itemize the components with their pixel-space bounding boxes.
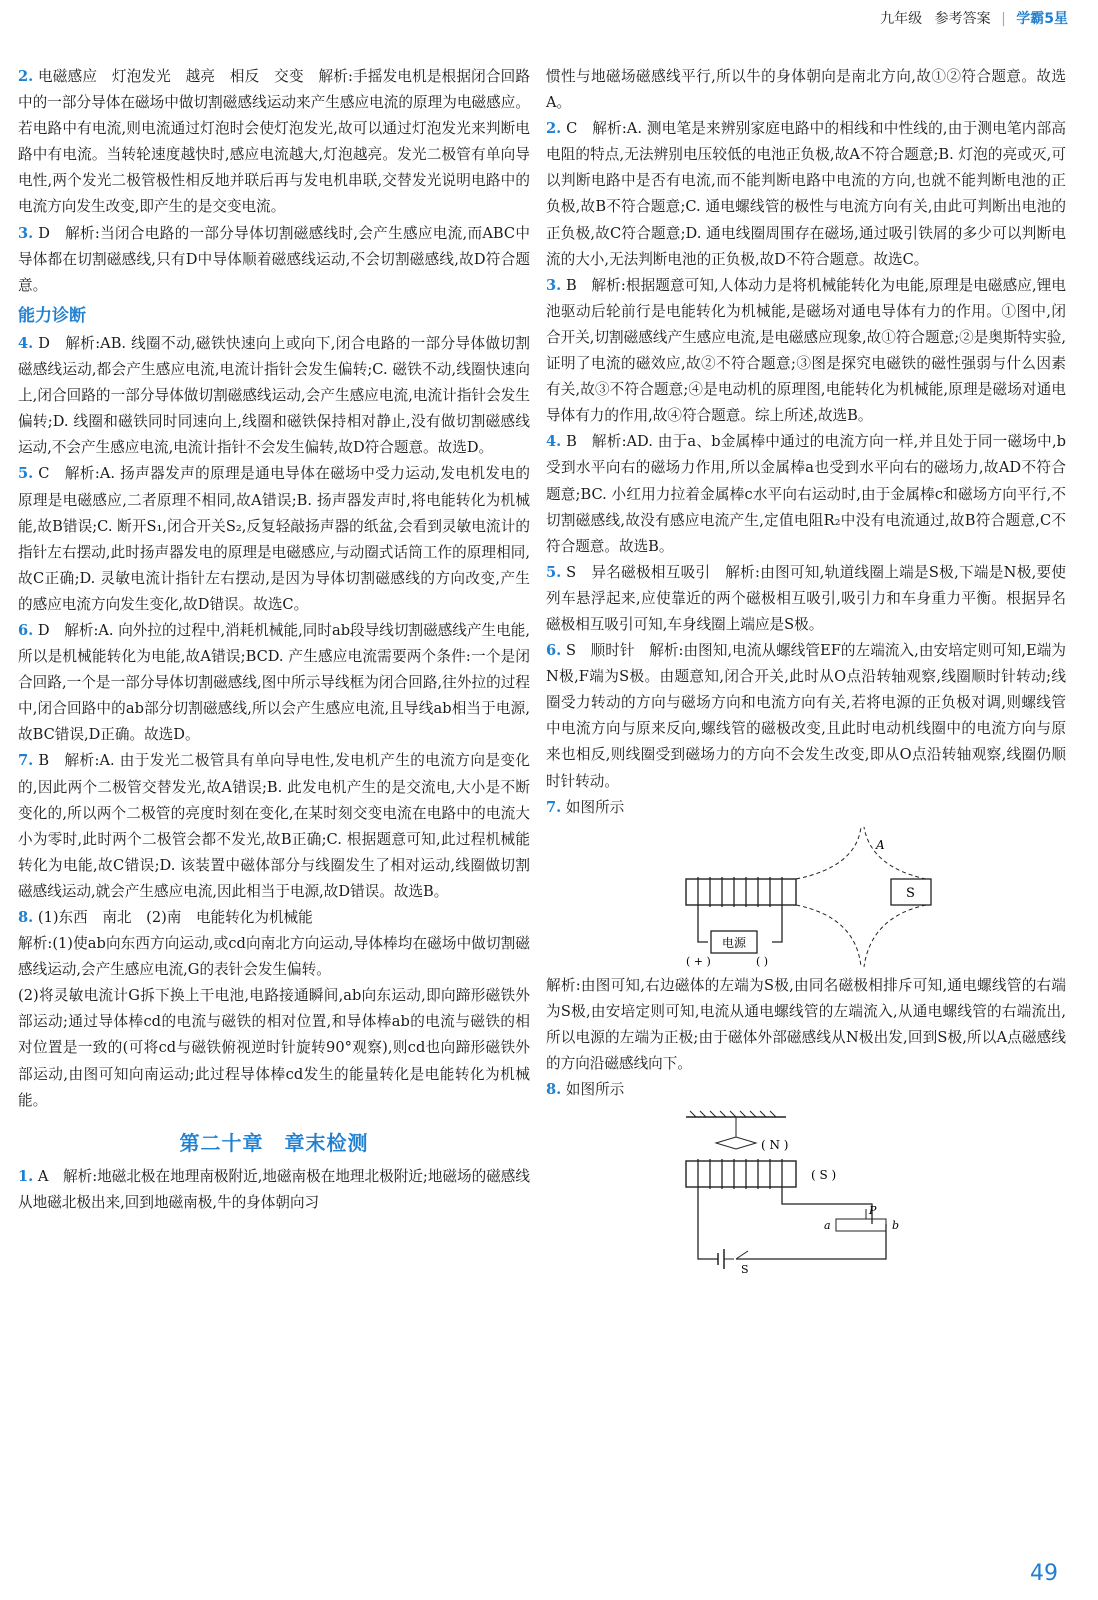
question-number: 2. — [546, 120, 562, 138]
question-number: 6. — [546, 642, 562, 660]
question-number: 6. — [18, 621, 34, 639]
switch-label: S — [741, 1263, 749, 1275]
question-number: 5. — [546, 563, 562, 581]
plus-label: ( + ) — [686, 954, 711, 967]
header-grade: 九年级 — [880, 11, 923, 27]
answer-text: B 解析:根据题意可知,人体动力是将机械能转化为电能,原理是电磁感应,锂电池驱动后轮前行是电能转化为机械能,是磁场对通电导体有力的作用。①图中,闭合开关,切割磁感线产生感应电流,是电磁感应现象,故①符合题意;②是奥斯特实验,证明了电流的磁效应,故②不符合题意;③图是探究电磁铁的磁性强弱与什么因素有关,故③不符合题意;④是电动机的原理图,电能转化为机械能,原理是磁场对通电导体有力的作用,故④符合题意。综上所述,故选B。 — [546, 276, 1066, 425]
point-a-label: A — [876, 837, 885, 852]
answer-paragraph — [546, 116, 1066, 273]
answer-text: S 异名磁极相互吸引 解析:由图可知,轨道线圈上端是S极,下端是N极,要使列车悬浮起来,应使靠近的两个磁极相互吸引,吸引力和车身重力平衡。根据异名磁极相互吸引可知,车身线圈上端应是S极。 — [546, 563, 1066, 633]
section-heading: 能力诊断 — [18, 305, 86, 326]
answer-paragraph — [546, 273, 1066, 430]
answer-paragraph — [546, 795, 1066, 821]
answer-paragraph — [18, 983, 530, 1113]
b-label: b — [892, 1219, 900, 1233]
a-label: a — [824, 1219, 831, 1233]
solenoid-core — [686, 879, 796, 905]
answer-paragraph — [18, 331, 530, 461]
header-type: 参考答案 — [934, 11, 991, 27]
s-pole-label: ( S ) — [811, 1168, 837, 1183]
answer-text: B 解析:AD. 由于a、b金属棒中通过的电流方向一样,并且处于同一磁场中,b受到水平向右的磁场力作用,所以金属棒a也受到水平向右的磁场力,故AD不符合题意;BC. 小红用力拉着金属棒c水平向右运动时,由于金属棒c和磁场方向平行,不切割磁感线,故没有感应电流产生,定值电阻R₂中没有电流通过,故B符合题意,C不符合题意。故选B。 — [546, 433, 1066, 555]
answer-paragraph — [18, 748, 530, 905]
answer-paragraph — [546, 560, 1066, 638]
electromagnet-core — [686, 1161, 796, 1187]
question-number: 5. — [18, 465, 34, 483]
answer-text: C 解析:A. 扬声器发声的原理是通电导体在磁场中受力运动,发电机发电的原理是电磁感应,二者原理不相同,故A错误;B. 扬声器发声时,将电能转化为机械能,故B错误;C. 断开S₁,闭合开关S₂,反复轻敲扬声器的纸盆,会看到灵敏电流计的指针左右摆动,此时扬声器发电的原理是电磁感应,与动圈式话筒工作的原理相同,故C正确;D. 灵敏电流计指针左右摆动,是因为导体切割磁感线的方向改变,产生的感应电流方向发生变化,故D错误。故选C。 — [18, 465, 530, 613]
minus-label: ( ) — [756, 954, 769, 967]
answer-text: 电磁感应 灯泡发光 越亮 相反 交变 解析:手摇发电机是根据闭合回路中的一部分导体在磁场中做切割磁感线运动来产生感应电流的原理为电磁感应。若电路中有电流,则电流通过灯泡时会使灯泡发光,故可以通过灯泡发光来判断电路中有电流。当转轮速度越快时,感应电流越大,灯泡越亮。发光二极管有单向导电性,两个发光二极管极性相反地并联后再与发电机串联,交替发光说明电路中的电流方向发生改变,即产生的是交变电流。 — [18, 68, 530, 216]
answer-paragraph — [546, 429, 1066, 559]
answer-paragraph — [546, 638, 1066, 795]
answer-paragraph — [18, 221, 530, 299]
answer-paragraph — [18, 905, 530, 931]
right-column — [546, 64, 1066, 1280]
answer-paragraph — [546, 64, 1066, 116]
answer-text: C 解析:A. 测电笔是来辨别家庭电路中的相线和中性线的,由于测电笔内部高电阻的特点,无法辨别电压较低的电池正负极,故A不符合题意;B. 灯泡的亮或灭,可以判断电路中是否有电流,而不能判断电路中电流的方向,也就不能判断电池的正负极,故B不符合题意;C. 通电螺线管的极性与电流方向有关,由此可判断出电池的正负极,故C符合题意;D. 通电线圈周围存在磁场,通过吸引铁屑的多少可以判断电流的大小,无法判断电池的正负极,故D不符合题意。故选C。 — [546, 120, 1066, 268]
question-number: 4. — [18, 334, 34, 352]
question-number: 8. — [18, 909, 34, 926]
question-number: 7. — [546, 798, 562, 816]
answer-text: S 顺时针 解析:由图知,电流从螺线管EF的左端流入,由安培定则可知,E端为N极,F端为S极。由题意知,闭合开关,此时从O点沿转轴观察,线圈顺时针转动;线圈受力转动的方向与磁场方向和电流方向有关,若将电源的正负极对调,则螺线管中电流方向与原来反向,螺线管的磁极改变,且此时电动机线圈中的电流方向与原来也相反,则线圈受到磁场力的方向不会发生改变,即从O点沿转轴观察,线圈仍顺时针转动。 — [546, 642, 1066, 790]
compass-needle — [716, 1137, 756, 1149]
answer-paragraph — [546, 1077, 1066, 1103]
page-header: 九年级 参考答案 | 学霸5星 — [880, 11, 1068, 27]
answer-text: D 解析:AB. 线圈不动,磁铁快速向上或向下,闭合电路的一部分导体做切割磁感线运动,都会产生感应电流,电流计指针会发生偏转;C. 磁铁不动,线圈快速向上,闭合回路的一部分导体做切割磁感线运动,会产生感应电流,电流计指针会发生偏转;D. 线圈和磁铁同时同速向上,线圈和磁铁保持相对静止,没有做切割磁感线运动,不会产生感应电流,电流计指针不会发生偏转,故D符合题意。故选D。 — [18, 334, 530, 457]
answer-paragraph — [18, 1164, 530, 1216]
answer-text: 如图所示 — [561, 1081, 625, 1099]
p-label: P — [869, 1204, 877, 1218]
solenoid-magnet-figure — [676, 827, 936, 967]
n-pole-label: ( N ) — [761, 1138, 789, 1153]
question-number: 7. — [18, 752, 34, 770]
answer-text: D 解析:A. 向外拉的过程中,消耗机械能,同时ab段导线切割磁感线产生电能,所以是机械能转化为电能,故A错误;BCD. 产生感应电流需要两个条件:一个是闭合回路,一个是一部分导体切割磁感线,图中所示导线框为闭合回路,往外拉的过程中,闭合回路中的ab部分切割磁感线,所以会产生感应电流,且导线ab相当于电源,故BC错误,D正确。故选D。 — [18, 621, 530, 744]
question-number: 3. — [546, 276, 562, 294]
circuit-wires — [698, 1189, 886, 1259]
question-number: 8. — [546, 1081, 562, 1099]
answer-text: 惯性与地磁场磁感线平行,所以牛的身体朝向是南北方向,故①②符合题意。故选A。 — [546, 68, 1066, 112]
answer-paragraph — [18, 64, 530, 221]
answer-paragraph — [18, 461, 530, 618]
answer-text: B 解析:A. 由于发光二极管具有单向导电性,发电机产生的电流方向是变化的,因此两个二极管交替发光,故A错误;B. 此发电机产生的是交流电,大小是不断变化的,所以两个二极管的亮度时刻在变化,在某时刻交变电流在电路中的电流大小为零时,此时两个二极管会都不发光,故B正确;C. 根据题意可知,此过程机械能转化为电能,故C错误;D. 该装置中磁体部分与线圈发生了相对运动,线圈做切割磁感线运动,就会产生感应电流,因此相当于电源,故D错误。故选B。 — [18, 752, 530, 900]
answer-text: 解析:由图可知,右边磁体的左端为S极,由同名磁极相排斥可知,通电螺线管的右端为S极,由安培定则可知,电流从通电螺线管的左端流入,从通电螺线管的右端流出,所以电源的左端为正极;由于磁体外部磁感线从N极出发,回到S极,所以A点磁感线的方向沿磁感线向下。 — [546, 976, 1066, 1072]
answer-text: (1)东西 南北 (2)南 电能转化为机械能 — [33, 909, 313, 926]
answer-paragraph — [18, 931, 530, 983]
page-number: 49 — [1030, 1561, 1058, 1586]
magnet-pole-label: S — [906, 885, 915, 901]
question-number: 1. — [18, 1167, 34, 1185]
battery — [718, 1249, 724, 1269]
question-number: 3. — [18, 224, 34, 242]
answer-paragraph — [546, 973, 1066, 1077]
answer-text: A 解析:地磁北极在地理南极附近,地磁南极在地理北极附近;地磁场的磁感线从地磁北极出来,回到地磁南极,牛的身体朝向习 — [18, 1167, 530, 1211]
chapter-heading: 第二十章 章末检测 — [179, 1130, 369, 1155]
answer-paragraph — [18, 618, 530, 748]
answer-text: 如图所示 — [561, 798, 625, 816]
switch — [724, 1251, 748, 1259]
answer-text: D 解析:当闭合电路的一部分导体切割磁感线时,会产生感应电流,而ABC中导体都在切割磁感线,只有D中导体顺着磁感线运动,不会切割磁感线,故D符合题意。 — [18, 224, 530, 294]
answer-text: 解析:(1)使ab向东西方向运动,或cd向南北方向运动,导体棒均在磁场中做切割磁感线运动,会产生感应电流,G的表针会发生偏转。 — [18, 935, 530, 979]
answer-text: (2)将灵敏电流计G拆下换上干电池,电路接通瞬间,ab向东运动,即向蹄形磁铁外部运动;通过导体棒cd的电流与磁铁的相对位置,和导体棒ab的电流与磁铁的相对位置是一致的(可将cd与磁铁俯视逆时针旋转90°观察),则cd也向蹄形磁铁外部运动,由图可知向南运动;此过程导体棒cd发生的能量转化是电能转化为机械能。 — [18, 987, 530, 1109]
question-number: 4. — [546, 433, 562, 451]
rheostat — [836, 1219, 886, 1231]
question-number: 2. — [18, 68, 34, 85]
power-source-label: 电源 — [721, 935, 747, 950]
electromagnet-figure — [676, 1109, 936, 1274]
solenoid-coil — [698, 877, 782, 907]
left-column — [18, 64, 530, 1216]
header-brand: 学霸5星 — [1016, 11, 1068, 27]
